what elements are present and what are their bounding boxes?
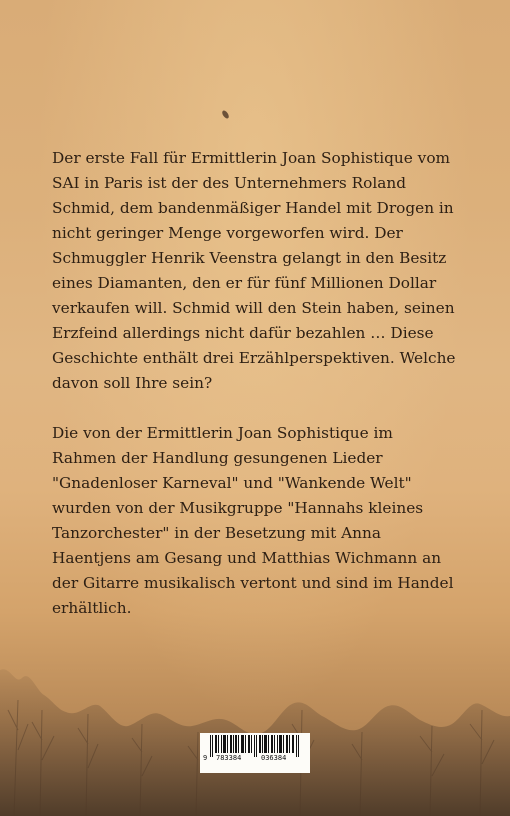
bird-silhouette — [221, 109, 230, 119]
trees-silhouette — [0, 640, 510, 816]
blurb-text — [52, 146, 462, 621]
isbn-barcode — [200, 733, 310, 773]
barcode-group-2: 036384 — [261, 754, 287, 762]
blurb-paragraph-2: Die von der Ermittlerin Joan Sophistique im Rahmen der Handlung gesungenen Lieder "Gnadenloser Karneval" und "Wankende Welt" wurden von der Musikgruppe "Hannahs kleines Tanzorchester" in der Besetzung mit Anna Haentjens am Gesang und Matthias Wichmann an der Gitarre musikalisch vertont und sind im Handel erhältlich. — [52, 424, 454, 617]
barcode-bars — [200, 733, 310, 773]
barcode-group-1: 783384 — [216, 754, 242, 762]
barcode-digits — [200, 754, 310, 766]
blurb-paragraph-1: Der erste Fall für Ermittlerin Joan Sophistique vom SAI in Paris ist der des Unternehmers Roland Schmid, dem bandenmäßiger Handel mit Drogen in nicht geringer Menge vorgeworfen wird. Der Schmuggler Henrik Veenstra gelangt in den Besitz eines Diamanten, den er für fünf Millionen Dollar verkaufen will. Schmid will den Stein haben, seinen Erzfeind allerdings nicht dafür bezahlen … Diese Geschichte enthält drei Erzählperspektiven. Welche davon soll Ihre sein? — [52, 149, 456, 392]
barcode-prefix-digit: 9 — [203, 754, 208, 762]
